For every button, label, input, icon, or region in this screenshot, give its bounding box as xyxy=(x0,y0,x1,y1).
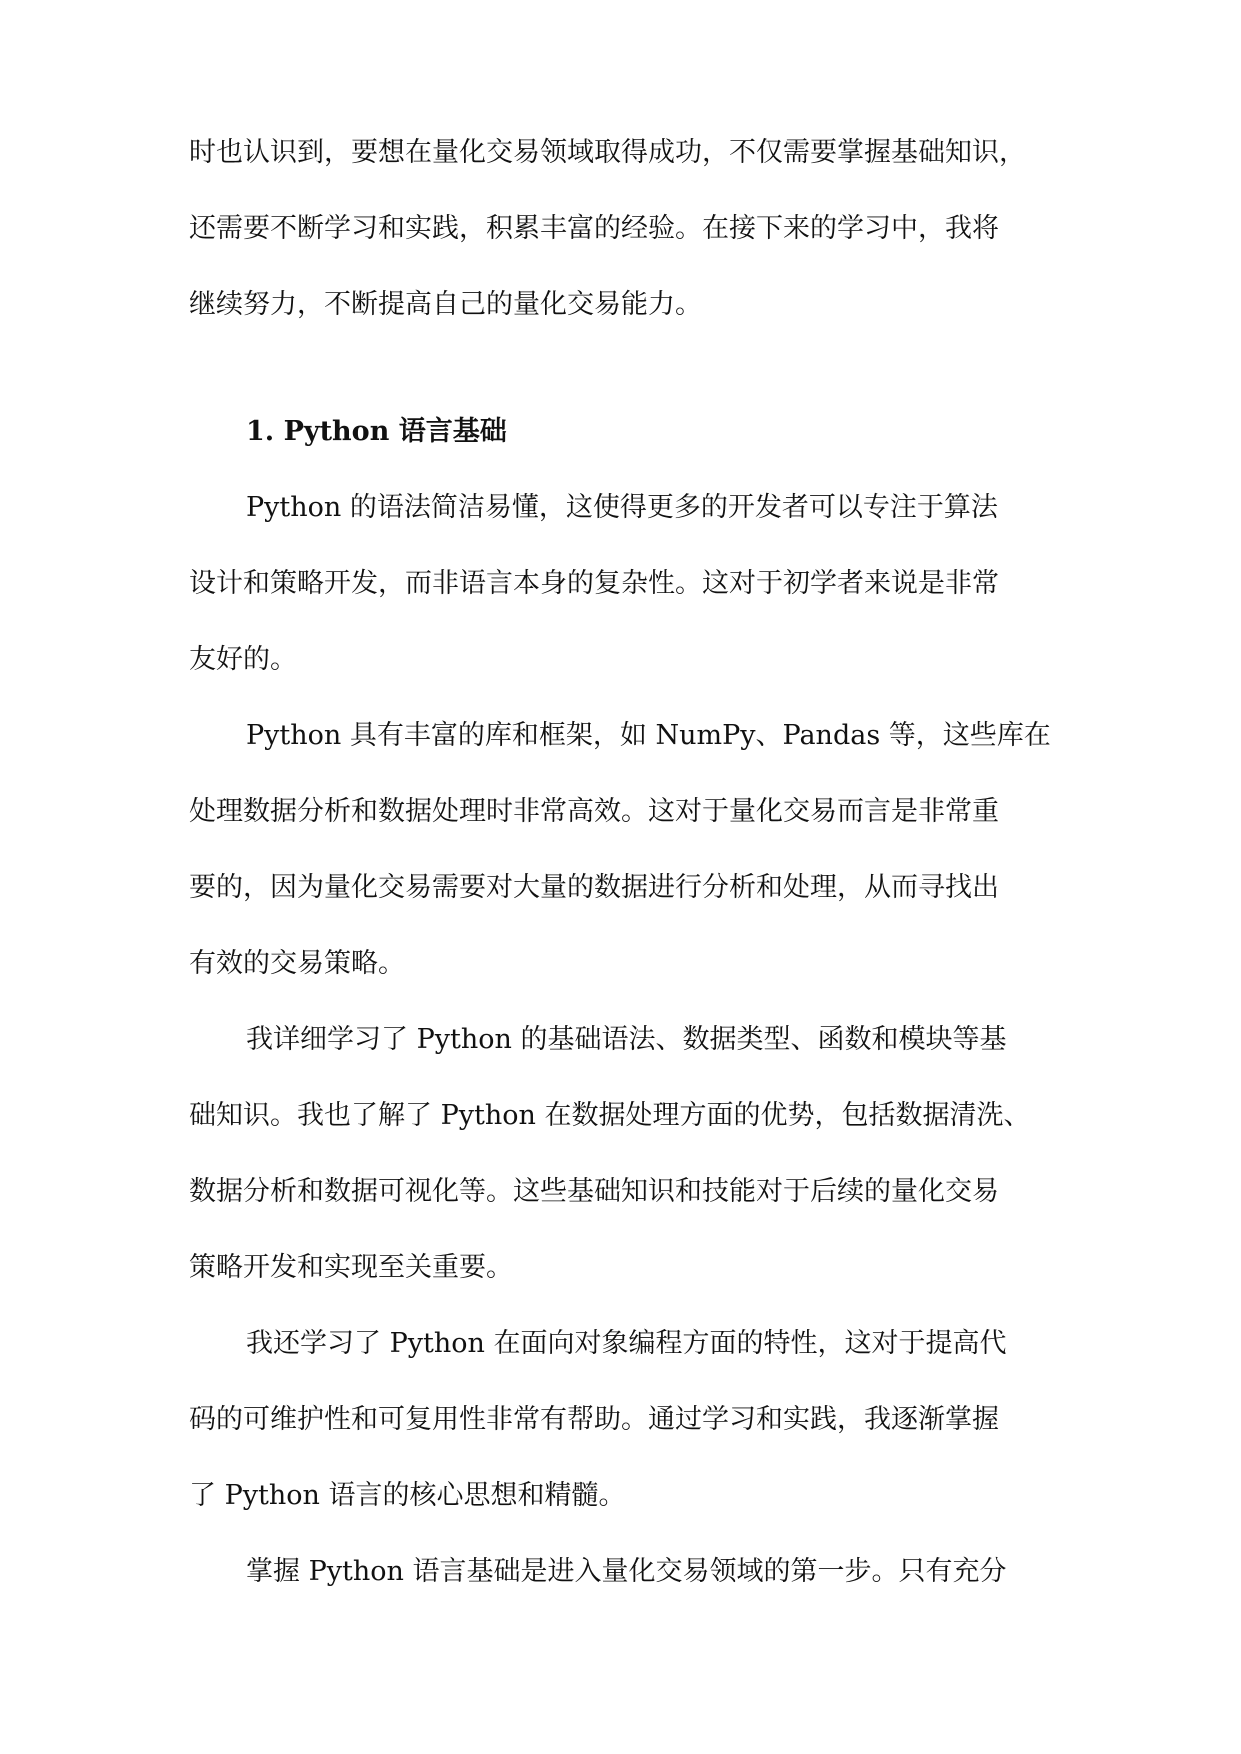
section-heading xyxy=(0,412,1241,452)
paragraph-1-line xyxy=(0,640,1241,680)
text-line: 数据分析和数据可视化等。这些基础知识和技能对于后续的量化交易 xyxy=(189,1176,999,1207)
text-line: 有效的交易策略。 xyxy=(189,948,405,979)
paragraph-intro-line xyxy=(0,209,1241,249)
paragraph-4-line xyxy=(0,1476,1241,1516)
paragraph-2-line xyxy=(0,944,1241,984)
paragraph-3-line xyxy=(0,1020,1241,1060)
text-line: 了 Python 语言的核心思想和精髓。 xyxy=(189,1480,626,1511)
paragraph-4-line xyxy=(0,1400,1241,1440)
paragraph-2-line xyxy=(0,868,1241,908)
text-line: 础知识。我也了解了 Python 在数据处理方面的优势，包括数据清洗、 xyxy=(189,1100,1031,1131)
paragraph-2-line xyxy=(0,792,1241,832)
text-line: 继续努力，不断提高自己的量化交易能力。 xyxy=(189,289,702,320)
text-line: 码的可维护性和可复用性非常有帮助。通过学习和实践，我逐渐掌握 xyxy=(189,1404,999,1435)
paragraph-3-line xyxy=(0,1096,1241,1136)
paragraph-3-line xyxy=(0,1248,1241,1288)
paragraph-1-line xyxy=(0,564,1241,604)
text-line: 我详细学习了 Python 的基础语法、数据类型、函数和模块等基 xyxy=(246,1024,1007,1055)
section-heading-text: 1. Python 语言基础 xyxy=(246,416,507,447)
text-line: Python 的语法简洁易懂，这使得更多的开发者可以专注于算法 xyxy=(246,492,998,523)
text-line: 策略开发和实现至关重要。 xyxy=(189,1252,513,1283)
text-line: 时也认识到，要想在量化交易领域取得成功，不仅需要掌握基础知识， xyxy=(189,137,1026,168)
text-line: 要的，因为量化交易需要对大量的数据进行分析和处理，从而寻找出 xyxy=(189,872,999,903)
text-line: 我还学习了 Python 在面向对象编程方面的特性，这对于提高代 xyxy=(246,1328,1007,1359)
paragraph-4-line xyxy=(0,1324,1241,1364)
text-line: 设计和策略开发，而非语言本身的复杂性。这对于初学者来说是非常 xyxy=(189,568,999,599)
text-line: Python 具有丰富的库和框架，如 NumPy、Pandas 等，这些库在 xyxy=(246,720,1051,751)
text-line: 还需要不断学习和实践，积累丰富的经验。在接下来的学习中，我将 xyxy=(189,213,999,244)
text-line: 友好的。 xyxy=(189,644,297,675)
text-line: 掌握 Python 语言基础是进入量化交易领域的第一步。只有充分 xyxy=(246,1556,1007,1587)
paragraph-2-line xyxy=(0,716,1241,756)
paragraph-intro-line xyxy=(0,133,1241,173)
paragraph-3-line xyxy=(0,1172,1241,1212)
paragraph-intro-line xyxy=(0,285,1241,325)
paragraph-5-line xyxy=(0,1552,1241,1592)
paragraph-1-line xyxy=(0,488,1241,528)
text-line: 处理数据分析和数据处理时非常高效。这对于量化交易而言是非常重 xyxy=(189,796,999,827)
